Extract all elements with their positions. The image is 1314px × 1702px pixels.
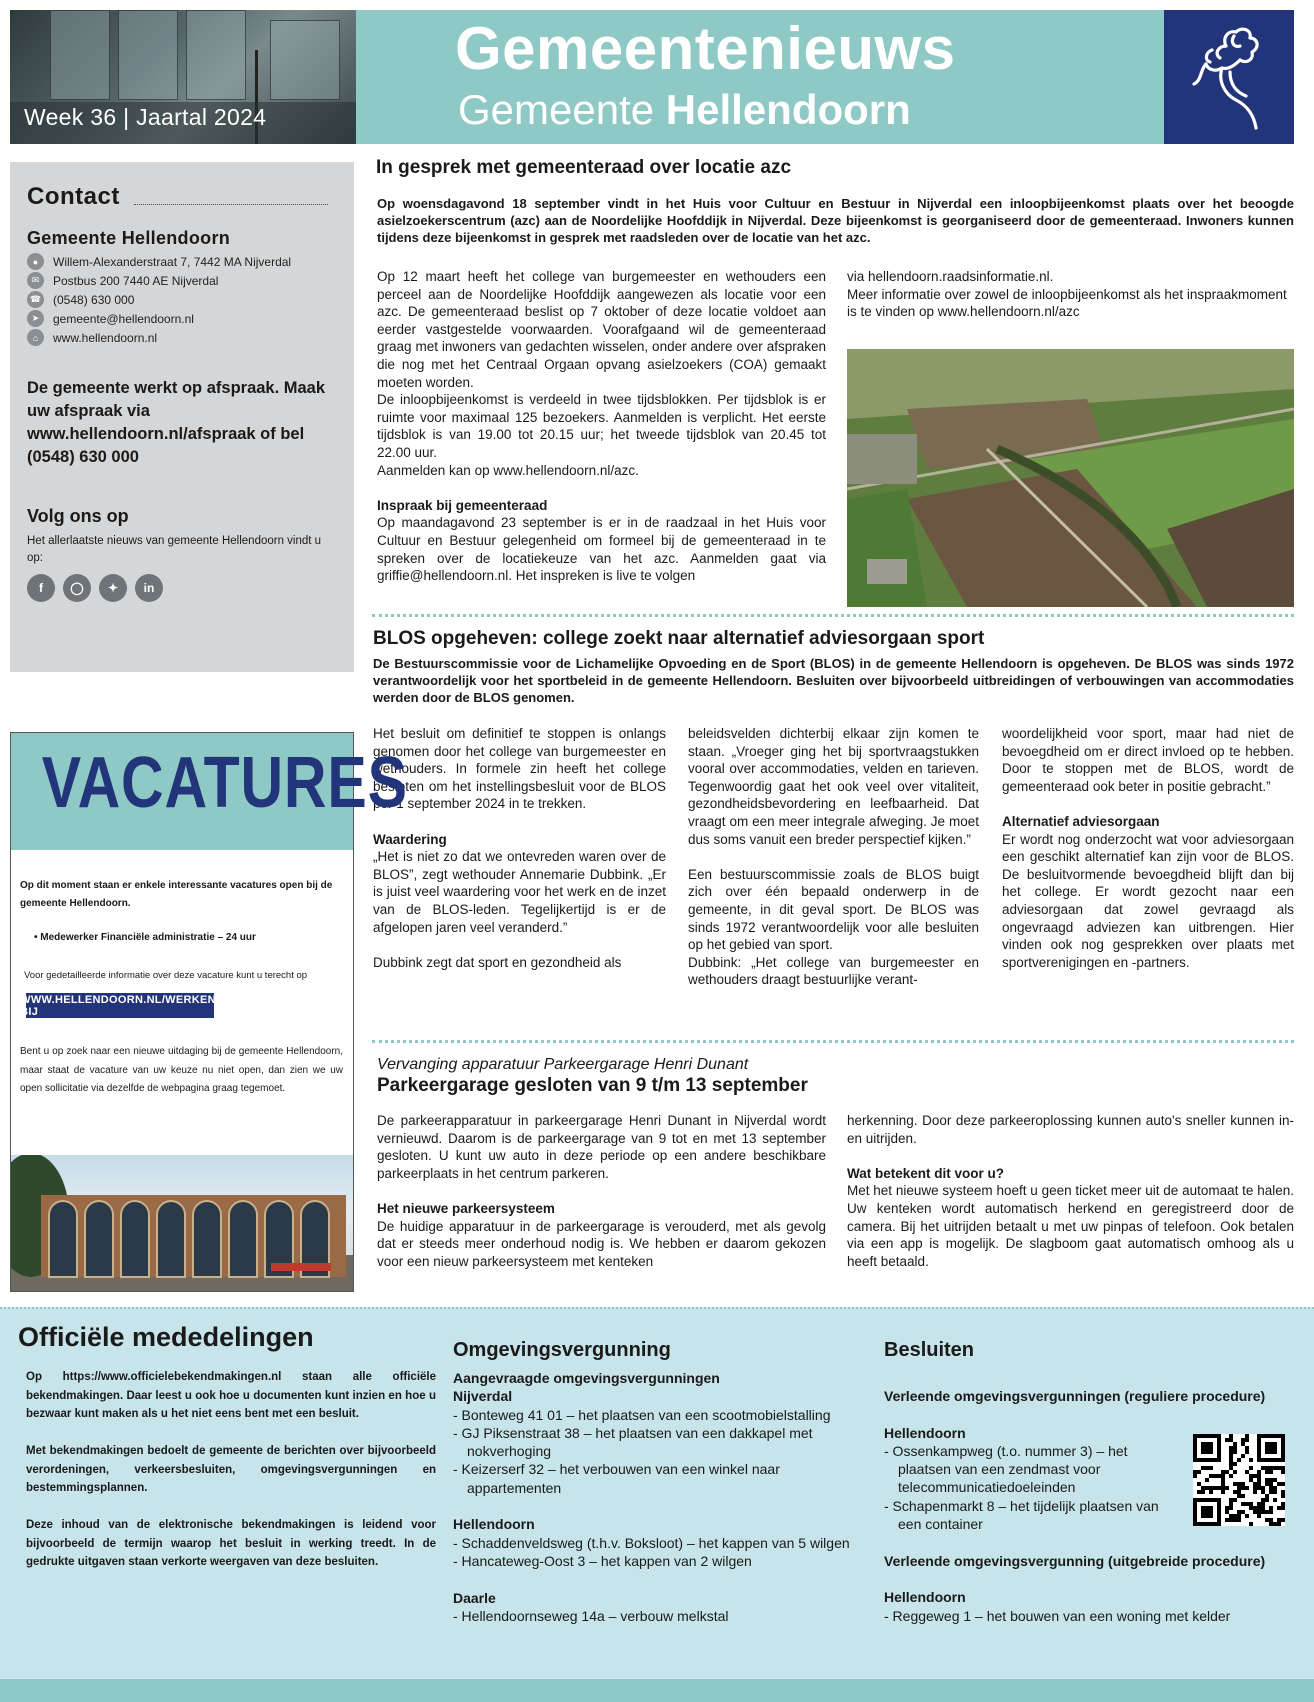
list-item: - Schapenmarkt 8 – het tijdelijk plaatsen van een container — [884, 1497, 1159, 1533]
paragraph: Meer informatie over zowel de inloopbijeenkomst als het inspraakmoment is te vinden op www.hellendoorn.nl/azc — [847, 286, 1287, 320]
section-divider — [372, 1040, 1294, 1043]
place-name: Hellendoorn — [884, 1589, 966, 1606]
subheading: Verleende omgevingsvergunning (uitgebreide procedure) — [884, 1552, 1266, 1569]
vacatures-detail: Voor gedetailleerde informatie over deze vacature kunt u terecht op — [24, 970, 308, 981]
paragraph: Een bestuurscommissie zoals de BLOS buigt zich over één bepaald onderwerp in de gemeente, in dit geval sport. De BLOS was sinds 1972 verantwoordelijk voor alle besluiten op het gebied van sport. — [688, 866, 979, 953]
appointment-notice: De gemeente werkt op afspraak. Maak uw afspraak via www.hellendoorn.nl/afspraak of bel (0548) 630 000 — [27, 379, 326, 466]
article-blos-column-1 — [373, 725, 666, 971]
paragraph: De huidige apparatuur in de parkeergarage is verouderd, met als gevolg dat er steeds meer onderhoud nodig is. We hebben er daarom gekozen voor een nieuw parkeersysteem met kenteken — [377, 1218, 826, 1269]
besluiten-list — [884, 1387, 1266, 1625]
social-links — [27, 574, 163, 602]
twitter-icon[interactable]: ✦ — [99, 574, 127, 602]
facebook-icon[interactable]: f — [27, 574, 55, 602]
place-name: Hellendoorn — [884, 1424, 966, 1441]
subheading: Alternatief adviesorgaan — [1002, 813, 1160, 829]
paragraph: Er wordt nog onderzocht wat voor adviesorgaan een geschikt alternatief kan zijn voor de BLOS. De besluitvormende bevoegdheid blijft dan bij het college. Er wordt gezocht naar een adviesorgaan dat zowel gevraagd als ongevraagd adviezen kan uitbrengen. Hier vinden ook nog gesprekken over plaats met sportverenigingen en -partners. — [1002, 831, 1294, 970]
place-name: Nijverdal — [453, 1388, 513, 1405]
footer-band — [0, 1679, 1314, 1702]
article-blos-column-2 — [688, 725, 979, 989]
article-blos-column-3 — [1002, 725, 1294, 971]
vacatures-title: VACATURES — [41, 743, 408, 823]
paragraph: beleidsvelden dichterbij elkaar zijn komen te staan. „Vroeger ging het bij sportvraagstukken vooral over accommodaties, velden en tarieven. Tegenwoordig gaat het ook veel over vitaliteit, gezondheidsbevordering en leefbaarheid. Dat vraagt om een meer integrale afweging. Je moet dus soms vanuit een breder perspectief kijken.” — [688, 726, 979, 847]
subheading: Waardering — [373, 831, 447, 847]
vacatures-intro: Op dit moment staan er enkele interessante vacatures open bij de gemeente Hellendoorn. — [20, 880, 333, 909]
list-item: - Schaddenveldsweg (t.h.v. Boksloot) – het kappen van 5 wilgen — [453, 1534, 850, 1551]
contact-postbus-row — [27, 272, 218, 289]
divider — [134, 204, 328, 205]
location-pin-icon: ● — [27, 253, 44, 270]
mail-box-icon: ✉ — [27, 272, 44, 289]
paragraph: Dubbink zegt dat sport en gezondheid als — [373, 954, 622, 970]
paragraph: Deze inhoud van de elektronische bekendmakingen is leidend voor bijvoorbeeld de termijn waarop het besluit in werking treedt. In de gedrukte uitgaven staan verkorte weergaven van deze besluiten. — [26, 1519, 436, 1568]
paragraph: herkenning. Door deze parkeeroplossing kunnen auto's sneller kunnen in- en uitrijden. — [847, 1113, 1294, 1146]
contact-address: Willem-Alexanderstraat 7, 7442 MA Nijverdal — [53, 254, 292, 269]
place-name: Daarle — [453, 1589, 496, 1606]
paragraph: via hellendoorn.raadsinformatie.nl. — [847, 269, 1054, 284]
article-parking-kicker: Vervanging apparatuur Parkeergarage Henri Dunant — [377, 1056, 749, 1073]
qr-code[interactable] — [1193, 1434, 1285, 1526]
contact-website[interactable]: www.hellendoorn.nl — [53, 330, 158, 345]
article-blos-title: BLOS opgeheven: college zoekt naar alternatief adviesorgaan sport — [373, 628, 985, 649]
contact-email[interactable]: gemeente@hellendoorn.nl — [53, 311, 194, 326]
paragraph: Op 12 maart heeft het college van burgemeester en wethouders een perceel aan de Noordelijke Hoofddijk aangewezen als locatie voor een azc. De gemeenteraad beslist op 7 oktober of deze locatie voldoet aan eerder vastgestelde voorwaarden. Voorafgaand wil de gemeenteraad graag met inwoners van gedachten wisselen, onder andere over afspraken die nog met het Centraal Orgaan opvang asielzoekers (COA) gemaakt moeten worden. — [377, 269, 826, 390]
vacatures-link-button[interactable]: WWW.HELLENDOORN.NL/WERKEN-BIJ — [20, 993, 220, 1018]
town-hall-photo — [11, 1155, 353, 1291]
paragraph: De inloopbijeenkomst is verdeeld in twee tijdsblokken. Per tijdsblok is er ruimte voor maximaal 125 bezoekers. Aanmelden is verplicht. Het eerste tijdsblok is van 19.00 tot 20.15 uur; het tweede tijdsblok van 20.45 tot 22.00 uur. — [377, 392, 826, 460]
municipality-logo — [1164, 10, 1294, 144]
subheading: Aangevraagde omgevingsvergunningen — [453, 1370, 720, 1386]
vacancy-item[interactable]: • Medewerker Financiële administratie – 24 uur — [34, 932, 256, 943]
list-item: - Reggeweg 1 – het bouwen van een woning met kelder — [884, 1607, 1231, 1624]
article-azc-lead: Op woensdagavond 18 september vindt in het Huis voor Cultuur en Bestuur in Nijverdal een inloopbijeenkomst plaats over het beoogde asielzoekerscentrum (azc) aan de Noordelijke Hoofddijk in Nijverdal. Deze bijeenkomst is georganiseerd door de gemeenteraad. Inwoners kunnen tijdens deze bijeenkomst in gesprek met raadsleden over de locatie van het azc. — [377, 196, 1294, 245]
contact-phone-row — [27, 291, 134, 308]
article-azc-column-1 — [377, 268, 826, 585]
list-item: - Bonteweg 41 01 – het plaatsen van een scootmobielstalling — [453, 1406, 831, 1423]
paragraph: „Het is niet zo dat we ontevreden waren over de BLOS”, zegt wethouder Annemarie Dubbink. „Er is juist veel waardering voor het werk en de inzet van de BLOS-leden. Tegelijkertijd is er de afgelopen jaren veel veranderd.” — [373, 849, 666, 935]
place-name: Hellendoorn — [453, 1516, 535, 1533]
aerial-photo-fields — [847, 349, 1294, 607]
article-parking-title: Parkeergarage gesloten van 9 t/m 13 september — [377, 1075, 808, 1096]
paragraph: Aanmelden kan op www.hellendoorn.nl/azc. — [377, 462, 639, 478]
paragraph: woordelijkheid voor sport, maar had niet de bevoegdheid om er direct invloed op te hebben. Door te stoppen met de BLOS, wordt de gemeenteraad ook beter in positie gebracht.” — [1002, 726, 1294, 794]
contact-heading: Contact — [27, 183, 120, 210]
send-icon: ➤ — [27, 310, 44, 327]
article-blos-lead: De Bestuurscommissie voor de Lichamelijke Opvoeding en de Sport (BLOS) in de gemeente Hellendoorn is opgeheven. De BLOS was sinds 1972 verantwoordelijk voor het sportbeleid in de gemeente Hellendoorn. Besluiten over bijvoorbeeld uitbreidingen of verbouwingen van accommodaties werden door de BLOS genomen. — [373, 656, 1294, 705]
masthead-subtitle — [458, 86, 911, 134]
instagram-icon[interactable]: ◯ — [63, 574, 91, 602]
list-item: - Keizerserf 32 – het verbouwen van een winkel naar appartementen — [453, 1461, 780, 1496]
list-item: - GJ Piksenstraat 38 – het plaatsen van een dakkapel met nokverhoging — [453, 1424, 813, 1460]
phone-icon: ☎ — [27, 291, 44, 308]
contact-website-row — [27, 329, 157, 346]
subheading: Wat betekent dit voor u? — [847, 1165, 1005, 1181]
contact-postbus: Postbus 200 7440 AE Nijverdal — [53, 273, 219, 288]
paragraph: Het besluit om definitief te stoppen is onlangs genomen door het college van burgemeester en wethouders. In formele zin heeft het college besloten om het instellingsbesluit voor de BLOS per 1 september 2024 in te trekken. — [373, 726, 666, 812]
official-intro-column — [26, 1368, 436, 1590]
paragraph: Met het nieuwe systeem hoeft u geen ticket meer uit de automaat te halen. Uw kenteken wordt automatisch herkend en geregistreerd door de camera. Bij het uitrijden betaalt u met uw pinpas of telefoon. Ook betalen via een app is mogelijk. De slagboom gaat automatisch omhoog als u heeft betaald. — [847, 1183, 1294, 1269]
paragraph: Dubbink: „Het college van burgemeester en wethouders draagt bestuurlijke verant- — [688, 954, 979, 988]
paragraph: De parkeerapparatuur in parkeergarage Henri Dunant in Nijverdal wordt vernieuwd. Daarom is de parkeergarage van 9 tot en met 13 september gesloten. U kunt uw auto in deze periode op een andere beschikbare parkeerplaats in het centrum parkeren. — [377, 1113, 826, 1181]
contact-address-row — [27, 253, 291, 270]
list-item: - Hellendoornseweg 14a – verbouw melkstal — [453, 1607, 729, 1624]
vacatures-body: Bent u op zoek naar een nieuwe uitdaging bij de gemeente Hellendoorn, maar staat de vacature van uw keuze nu niet open, dan zien we uw open sollicitatie via dezelfde de webpagina graag tegemoet. — [20, 1046, 343, 1095]
subheading: Verleende omgevingsvergunningen (reguliere procedure) — [884, 1388, 1266, 1404]
linkedin-icon[interactable]: in — [135, 574, 163, 602]
article-parking-column-2 — [847, 1112, 1294, 1270]
paragraph: Op maandagavond 23 september is er in de raadzaal in het Huis voor Cultuur en Bestuur gelegenheid om formeel bij de gemeenteraad in te spreken over de locatiekeuze van het azc. Aanmelden gaat via griffie@hellendoorn.nl. Het inspreken is live te volgen — [377, 515, 826, 584]
section-divider — [372, 614, 1294, 617]
list-item: - Hancateweg-Oost 3 – het kappen van 2 wilgen — [453, 1552, 752, 1569]
contact-email-row — [27, 310, 194, 327]
contact-org-name: Gemeente Hellendoorn — [27, 228, 231, 248]
omgevingsvergunning-list — [453, 1369, 873, 1625]
paragraph: Op https://www.officielebekendmakingen.nl staan alle officiële bekendmakingen. Daar leest u ook hoe u documenten kunt inzien en hoe u bezwaar kunt maken als u het niet eens bent met een besluit. — [26, 1371, 436, 1420]
follow-text: Het allerlaatste nieuws van gemeente Hellendoorn vindt u op: — [27, 535, 322, 564]
besluiten-heading: Besluiten — [884, 1339, 975, 1361]
omgevingsvergunning-heading: Omgevingsvergunning — [453, 1339, 671, 1361]
masthead-title: Gemeentenieuws — [455, 15, 956, 82]
follow-heading: Volg ons op — [27, 506, 129, 526]
subtitle-prefix: Gemeente — [458, 86, 655, 133]
list-item: - Ossenkampweg (t.o. nummer 3) – het plaatsen van een zendmast voor telecommunicatiedoeleinden — [884, 1442, 1128, 1496]
contact-phone[interactable]: (0548) 630 000 — [53, 292, 135, 307]
section-divider — [0, 1307, 1314, 1309]
subheading: Inspraak bij gemeenteraad — [377, 497, 548, 513]
article-azc-title: In gesprek met gemeenteraad over locatie azc — [376, 157, 792, 178]
subheading: Het nieuwe parkeersysteem — [377, 1200, 555, 1216]
article-parking-column-1 — [377, 1112, 826, 1270]
home-icon: ⌂ — [27, 329, 44, 346]
issue-week: Week 36 | Jaartal 2024 — [24, 104, 267, 130]
article-azc-column-2 — [847, 268, 1294, 321]
paragraph: Met bekendmakingen bedoelt de gemeente de berichten over bijvoorbeeld verordeningen, verkeersbesluiten, omgevingsvergunningen en bestemmingsplannen. — [26, 1445, 436, 1494]
official-heading: Officiële mededelingen — [18, 1322, 314, 1352]
subtitle-municipality: Hellendoorn — [665, 86, 911, 133]
